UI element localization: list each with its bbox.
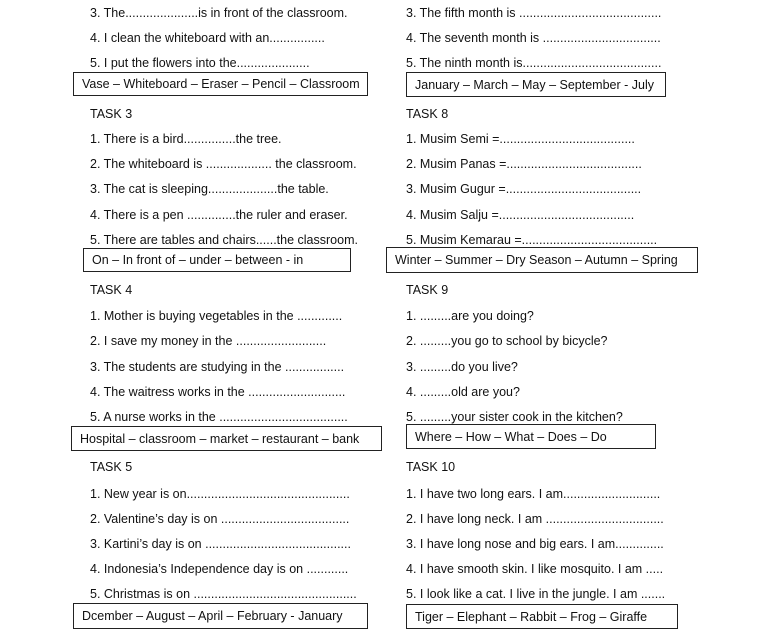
task3-item-3: 3. The cat is sleeping....................the table. (90, 182, 329, 196)
task4-item-3: 3. The students are studying in the ................. (90, 360, 345, 374)
task2-word-box: Vase – Whiteboard – Eraser – Pencil – Classroom (73, 72, 368, 96)
task3-word-box: On – In front of – under – between - in (83, 248, 351, 272)
task7-item-3: 3. The fifth month is ......................................... (406, 6, 662, 20)
task8-item-1: 1. Musim Semi =....................................... (406, 132, 635, 146)
task10-item-4: 4. I have smooth skin. I like mosquito. I am ..... (406, 562, 664, 576)
task2-item-3: 3. The.....................is in front of the classroom. (90, 6, 348, 20)
task5-item-4: 4. Indonesia’s Independence day is on ............ (90, 562, 349, 576)
task3-title: TASK 3 (90, 107, 133, 121)
task8-item-2: 2. Musim Panas =....................................... (406, 157, 642, 171)
task9-item-2: 2. .........you go to school by bicycle? (406, 334, 608, 348)
task5-item-3: 3. Kartini’s day is on .......................................... (90, 537, 351, 551)
task7-item-4: 4. The seventh month is .................................. (406, 31, 661, 45)
task9-word-box: Where – How – What – Does – Do (406, 424, 656, 449)
task5-item-2: 2. Valentine’s day is on ..................................... (90, 512, 350, 526)
task10-item-1: 1. I have two long ears. I am............................ (406, 487, 661, 501)
task8-item-3: 3. Musim Gugur =....................................... (406, 182, 642, 196)
task2-item-4: 4. I clean the whiteboard with an................ (90, 31, 325, 45)
task10-item-3: 3. I have long nose and big ears. I am.............. (406, 537, 664, 551)
task10-word-box: Tiger – Elephant – Rabbit – Frog – Giraffe (406, 604, 678, 629)
task3-item-2: 2. The whiteboard is ................... the classroom. (90, 157, 357, 171)
task4-item-5: 5. A nurse works in the ..................................... (90, 410, 348, 424)
task10-item-5: 5. I look like a cat. I live in the jungle. I am ....... (406, 587, 666, 601)
task5-word-box: Dcember – August – April – February - January (73, 603, 368, 629)
task10-item-2: 2. I have long neck. I am .................................. (406, 512, 664, 526)
task9-item-3: 3. .........do you live? (406, 360, 518, 374)
task4-title: TASK 4 (90, 283, 133, 297)
task4-item-2: 2. I save my money in the .......................... (90, 334, 327, 348)
task5-item-1: 1. New year is on............................................... (90, 487, 350, 501)
task3-item-5: 5. There are tables and chairs......the classroom. (90, 233, 358, 247)
task8-item-5: 5. Musim Kemarau =....................................... (406, 233, 658, 247)
task8-title: TASK 8 (406, 107, 449, 121)
task7-item-5: 5. The ninth month is........................................ (406, 56, 662, 70)
task9-item-5: 5. .........your sister cook in the kitchen? (406, 410, 623, 424)
task5-title: TASK 5 (90, 460, 133, 474)
task5-item-5: 5. Christmas is on ............................................... (90, 587, 357, 601)
task10-title: TASK 10 (406, 460, 456, 474)
task9-item-1: 1. .........are you doing? (406, 309, 534, 323)
task3-item-1: 1. There is a bird...............the tree. (90, 132, 282, 146)
task7-word-box: January – March – May – September - July (406, 72, 666, 97)
task9-item-4: 4. .........old are you? (406, 385, 520, 399)
task2-item-5: 5. I put the flowers into the..................... (90, 56, 310, 70)
task4-item-1: 1. Mother is buying vegetables in the ............. (90, 309, 343, 323)
task8-item-4: 4. Musim Salju =....................................... (406, 208, 635, 222)
task4-word-box: Hospital – classroom – market – restaurant – bank (71, 426, 382, 451)
task8-word-box: Winter – Summer – Dry Season – Autumn – Spring (386, 247, 698, 273)
task3-item-4: 4. There is a pen ..............the ruler and eraser. (90, 208, 348, 222)
task4-item-4: 4. The waitress works in the ............................ (90, 385, 346, 399)
task9-title: TASK 9 (406, 283, 449, 297)
